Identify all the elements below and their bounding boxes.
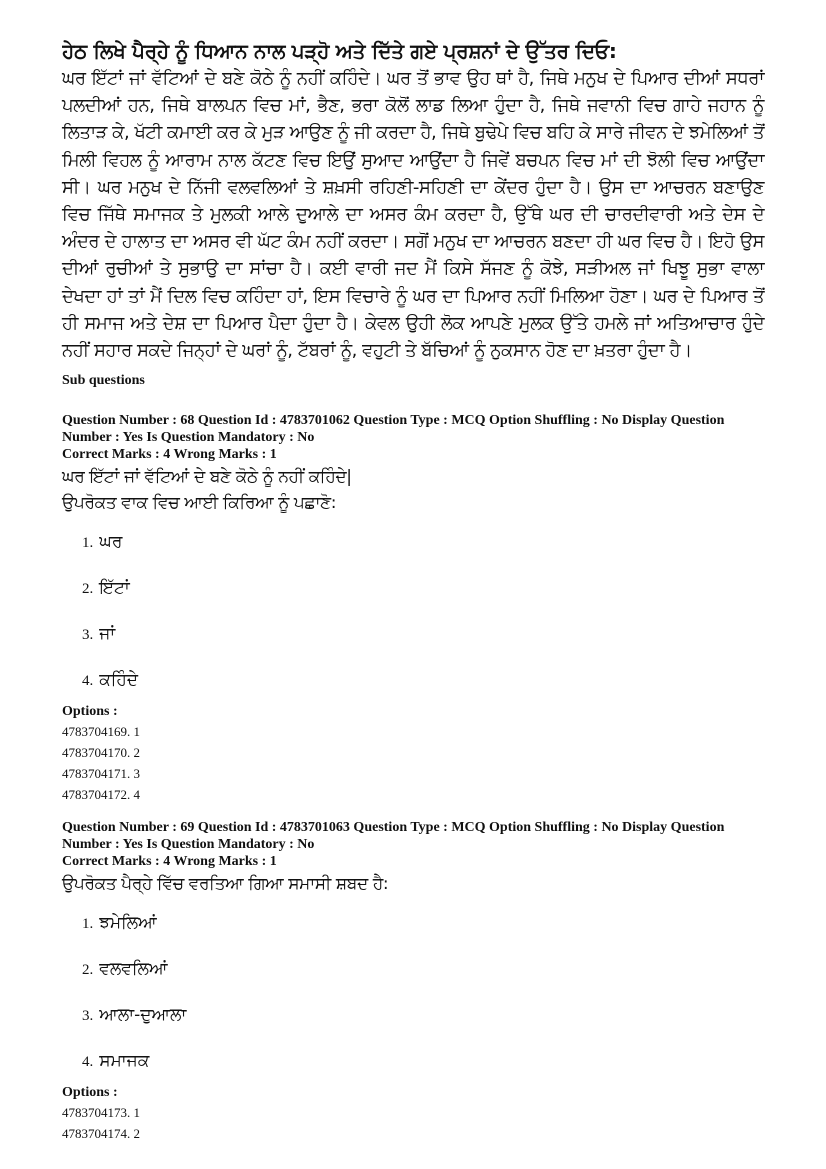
question-marks: Correct Marks : 4 Wrong Marks : 1 xyxy=(62,447,277,463)
question-text: ਉਪਰੋਕਤ ਪੈਰ੍ਹੇ ਵਿੱਚ ਵਰਤਿਆ ਗਿਆ ਸਮਾਸੀ ਸ਼ਬਦ ਹੈ: xyxy=(62,874,389,895)
choice-item xyxy=(82,619,764,665)
choice-number: 4. xyxy=(82,1054,94,1071)
option-id-row: 4783704171. 3 xyxy=(62,766,140,782)
option-id-row: 4783704169. 1 xyxy=(62,724,140,740)
choice-number: 4. xyxy=(82,673,94,690)
question-68 xyxy=(62,412,764,805)
question-marks: Correct Marks : 4 Wrong Marks : 1 xyxy=(62,854,277,870)
passage-heading: ਹੇਠ ਲਿਖੇ ਪੈਰ੍ਹੇ ਨੂੰ ਧਿਆਨ ਨਾਲ ਪੜ੍ਹੋ ਅਤੇ ਦਿੱਤੇ ਗਏ ਪ੍ਰਸ਼ਨਾਂ ਦੇ ਉੱਤਰ ਦਿਓ: xyxy=(62,39,617,63)
choice-item xyxy=(82,908,764,954)
choice-text: ਇੱਟਾਂ xyxy=(99,578,130,599)
choice-text: ਝਮੇਲਿਆਂ xyxy=(99,913,157,934)
option-id-row: 4783704172. 4 xyxy=(62,787,140,803)
choice-number: 1. xyxy=(82,916,94,933)
choice-number: 1. xyxy=(82,535,94,552)
options-label: Options : xyxy=(62,1085,118,1101)
sub-questions-label: Sub questions xyxy=(62,373,145,389)
choice-item xyxy=(82,954,764,1000)
choice-text: ਵਲਵਲਿਆਂ xyxy=(99,959,168,980)
choice-text: ਕਹਿੰਦੇ xyxy=(99,670,139,691)
option-id-row: 4783704173. 1 xyxy=(62,1105,140,1121)
choice-number: 2. xyxy=(82,962,94,979)
choice-item xyxy=(82,573,764,619)
question-prompt: ਉਪਰੋਕਤ ਵਾਕ ਵਿਚ ਆਈ ਕਿਰਿਆ ਨੂੰ ਪਛਾਣੋ: xyxy=(62,493,337,514)
choice-list xyxy=(62,908,764,1092)
choice-text: ਘਰ xyxy=(99,532,123,553)
choice-number: 3. xyxy=(82,1008,94,1025)
question-meta: Number : Yes Is Question Mandatory : No xyxy=(62,837,315,853)
choice-list xyxy=(62,527,764,711)
question-text: ਘਰ ਇੱਟਾਂ ਜਾਂ ਵੱਟਿਆਂ ਦੇ ਬਣੇ ਕੋਠੇ ਨੂੰ ਨਹੀਂ ਕਹਿੰਦੇ| xyxy=(62,467,352,488)
choice-item xyxy=(82,527,764,573)
passage-text: ਘਰ ਇੱਟਾਂ ਜਾਂ ਵੱਟਿਆਂ ਦੇ ਬਣੇ ਕੋਠੇ ਨੂੰ ਨਹੀਂ ਕਹਿੰਦੇ। ਘਰ ਤੋਂ ਭਾਵ ਉਹ ਥਾਂ ਹੈ, ਜਿਥੇ ਮਨੁਖ ਦੇ ਪਿਆਰ ਦੀਆਂ ਸਧਰਾਂ ਪਲਦੀਆਂ ਹਨ, ਜਿਥੇ ਬਾਲਪਨ ਵਿਚ ਮਾਂ, ਭੈਣ, ਭਰਾ ਕੋਲੋਂ ਲਾਡ ਲਿਆ ਹੁੰਦਾ ਹੈ, ਜਿਥੇ ਜਵਾਨੀ ਵਿਚ ਗਾਹੇ ਜਹਾਨ ਨੂੰ ਲਿਤਾੜ ਕੇ, ਖੱਟੀ ਕਮਾਈ ਕਰ ਕੇ ਮੁੜ ਆਉਣ ਨੂੰ ਜੀ ਕਰਦਾ ਹੈ, ਜਿਥੇ ਬੁਢੇਪੇ ਵਿਚ ਬਹਿ ਕੇ ਸਾਰੇ ਜੀਵਨ ਦੇ ਝਮੇਲਿਆਂ ਤੋਂ ਮਿਲੀ ਵਿਹਲ ਨੂੰ ਆਰਾਮ ਨਾਲ ਕੱਟਣ ਵਿਚ ਇਉਂ ਸੁਆਦ ਆਉਂਦਾ ਹੈ ਜਿਵੇਂ ਬਚਪਨ ਵਿਚ ਮਾਂ ਦੀ ਝੋਲੀ ਵਿਚ ਆਉਂਦਾ ਸੀ। ਘਰ ਮਨੁਖ ਦੇ ਨਿੱਜੀ ਵਲਵਲਿਆਂ ਤੇ ਸ਼ਖ਼ਸੀ ਰਹਿਣੀ-ਸਹਿਣੀ ਦਾ ਕੇਂਦਰ ਹੁੰਦਾ ਹੈ। ਉਸ ਦਾ ਆਚਰਨ ਬਣਾਉਣ ਵਿਚ ਜਿੱਥੇ ਸਮਾਜਕ ਤੇ ਮੁਲਕੀ ਆਲੇ ਦੁਆਲੇ ਦਾ ਅਸਰ ਕੰਮ ਕਰਦਾ ਹੈ, ਉੱਥੇ ਘਰ ਦੀ ਚਾਰਦੀਵਾਰੀ ਅਤੇ ਦੇਸ ਦੇ ਅੰਦਰ ਦੇ ਹਾਲਾਤ ਦਾ ਅਸਰ ਵੀ ਘੱਟ ਕੰਮ ਨਹੀਂ ਕਰਦਾ। ਸਗੋਂ ਮਨੁਖ ਦਾ ਆਚਰਨ ਬਣਦਾ ਹੀ ਘਰ ਵਿਚ ਹੈ। ਇਹੋ ਉਸ ਦੀਆਂ ਰੁਚੀਆਂ ਤੇ ਸੁਭਾਉ ਦਾ ਸਾਂਚਾ ਹੈ। ਕਈ ਵਾਰੀ ਜਦ ਮੈਂ ਕਿਸੇ ਸੱਜਣ ਨੂੰ ਕੋਝੇ, ਸੜੀਅਲ ਜਾਂ ਖਿਝੂ ਸੁਭਾ ਵਾਲਾ ਦੇਖਦਾ ਹਾਂ ਤਾਂ ਮੈਂ ਦਿਲ ਵਿਚ ਕਹਿੰਦਾ ਹਾਂ, ਇਸ ਵਿਚਾਰੇ ਨੂੰ ਘਰ ਦਾ ਪਿਆਰ ਨਹੀਂ ਮਿਲਿਆ ਹੋਣਾ। ਘਰ ਦੇ ਪਿਆਰ ਤੋਂ ਹੀ ਸਮਾਜ ਅਤੇ ਦੇਸ਼ ਦਾ ਪਿਆਰ ਪੈਦਾ ਹੁੰਦਾ ਹੈ। ਕੇਵਲ ਉਹੀ ਲੋਕ ਆਪਣੇ ਮੁਲਕ ਉੱਤੇ ਹਮਲੇ ਜਾਂ ਅਤਿਆਚਾਰ ਹੁੰਦੇ ਨਹੀਂ ਸਹਾਰ ਸਕਦੇ ਜਿਨ੍ਹਾਂ ਦੇ ਘਰਾਂ ਨੂੰ, ਟੱਬਰਾਂ ਨੂੰ, ਵਹੁਟੀ ਤੇ ਬੱਚਿਆਂ ਨੂੰ ਨੁਕਸਾਨ ਹੋਣ ਦਾ ਖ਼ਤਰਾ ਹੁੰਦਾ ਹੈ। xyxy=(62,68,764,362)
question-meta: Question Number : 68 Question Id : 4783701062 Question Type : MCQ Option Shuffling : No Display Question xyxy=(62,413,725,429)
choice-text: ਆਲਾ-ਦੁਆਲਾ xyxy=(99,1005,187,1026)
question-meta: Question Number : 69 Question Id : 4783701063 Question Type : MCQ Option Shuffling : No Display Question xyxy=(62,820,725,836)
question-meta: Number : Yes Is Question Mandatory : No xyxy=(62,430,315,446)
option-id-row: 4783704174. 2 xyxy=(62,1126,140,1142)
choice-number: 3. xyxy=(82,627,94,644)
options-label: Options : xyxy=(62,704,118,720)
choice-text: ਜਾਂ xyxy=(99,624,116,645)
option-id-row: 4783704170. 2 xyxy=(62,745,140,761)
choice-item xyxy=(82,1000,764,1046)
question-69 xyxy=(62,819,764,1144)
choice-number: 2. xyxy=(82,581,94,598)
choice-text: ਸਮਾਜਕ xyxy=(99,1051,150,1072)
